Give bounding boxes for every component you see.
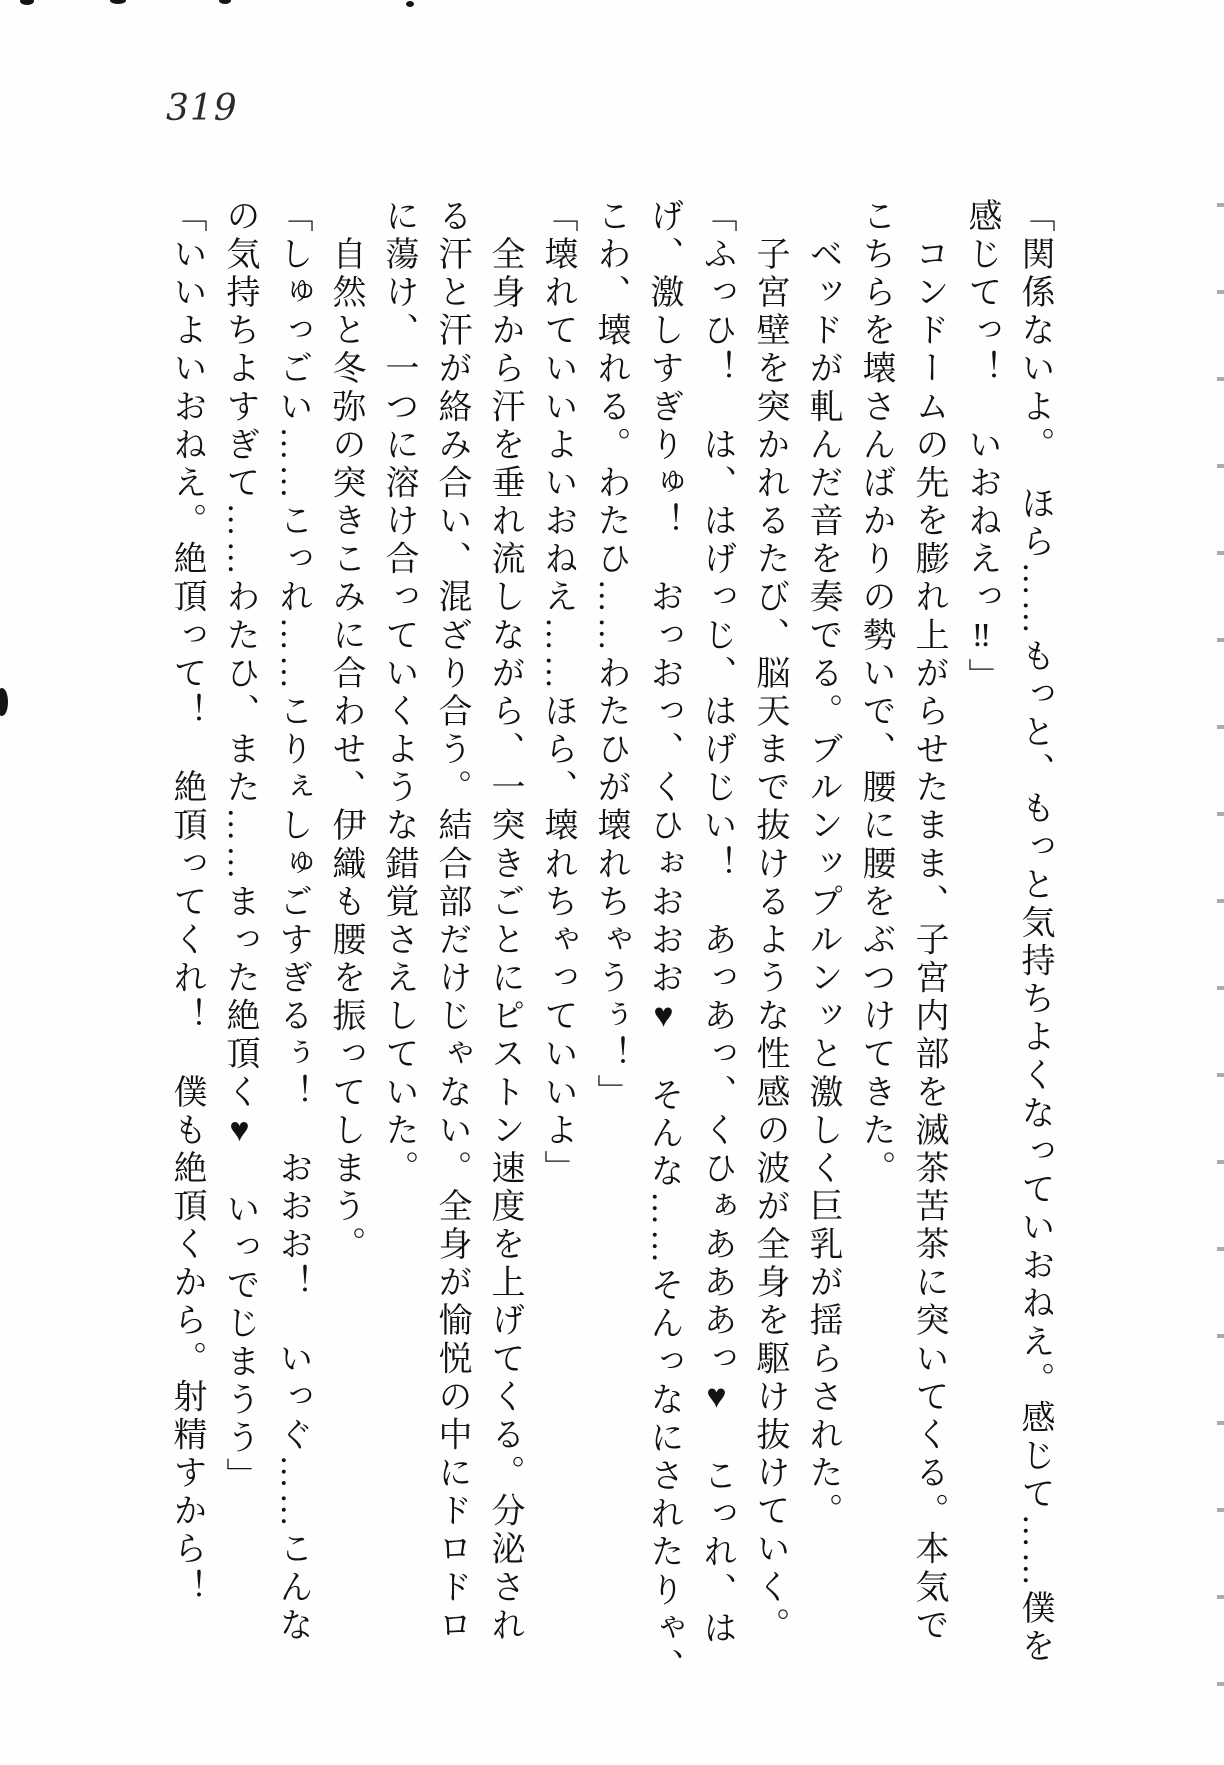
page-edge-scan-marks: [1217, 120, 1224, 1765]
text-column: 「しゅっごい……こっれ……こりぇしゅごすぎるぅ！ おおお！ いっぐ……こんな: [274, 198, 311, 1646]
text-column: 全身から汗を垂れ流しながら、一突きごとにピストン速度を上げてくる。分泌され: [486, 198, 523, 1646]
text-column: こちらを壊さんばかりの勢いで、腰に腰をぶつけてきた。: [857, 198, 894, 1189]
scan-artifact: [110, 0, 126, 4]
scan-artifact: [219, 0, 231, 4]
vertical-text-block: [160, 198, 1061, 1743]
page-number: 319: [166, 88, 238, 129]
text-column: る汗と汗が絡み合い、混ざり合う。結合部だけじゃない。全身が愉悦の中にドロドロ: [433, 198, 470, 1646]
scan-artifact: [406, 1, 414, 7]
scan-artifact: [0, 688, 8, 716]
text-column: に蕩け、一つに溶け合っていくような錯覚さえしていた。: [380, 198, 417, 1189]
text-column: 自然と冬弥の突きこみに合わせ、伊織も腰を振ってしまう。: [327, 198, 364, 1265]
text-column: 子宮壁を突かれるたび、脳天まで抜けるような性感の波が全身を駆け抜けていく。: [751, 198, 788, 1646]
text-column: の気持ちよすぎて……わたひ、また……まった絶頂く♥ いっでじまうう」: [221, 198, 258, 1496]
text-column: ベッドが軋んだ音を奏でる。ブルンップルンッと激しく巨乳が揺らされた。: [804, 198, 841, 1531]
text-column: 「壊れていいよいおねえ……ほら、壊れちゃっていいよ」: [539, 198, 576, 1189]
text-column: 「関係ないよ。 ほら……もっと、もっと気持ちよくなっていおねえ。感じて……僕を: [1016, 198, 1053, 1667]
text-column: げ、激しすぎりゅ！ おっおっ、くひぉおおお♥ そんな……そんっなにされたりゃ、: [645, 198, 682, 1687]
text-column: 「いいよいおねえ。絶頂って！ 絶頂ってくれ！ 僕も絶頂くから。射精すから！: [168, 198, 205, 1607]
text-column: コンドームの先を膨れ上がらせたまま、子宮内部を滅茶苦茶に突いてくる。本気で: [910, 198, 947, 1646]
text-column: こわ、壊れる。わたひ……わたひが壊れちゃうぅ！」: [592, 198, 629, 1112]
scan-artifact: [20, 0, 34, 5]
text-column: 「ふっひ！ は、はげっじ、はげじい！ あっあっ、くひぁあああっ♥ こっれ、は: [698, 198, 735, 1649]
text-column: 感じてっ！ いおねえっ‼」: [963, 198, 1000, 697]
